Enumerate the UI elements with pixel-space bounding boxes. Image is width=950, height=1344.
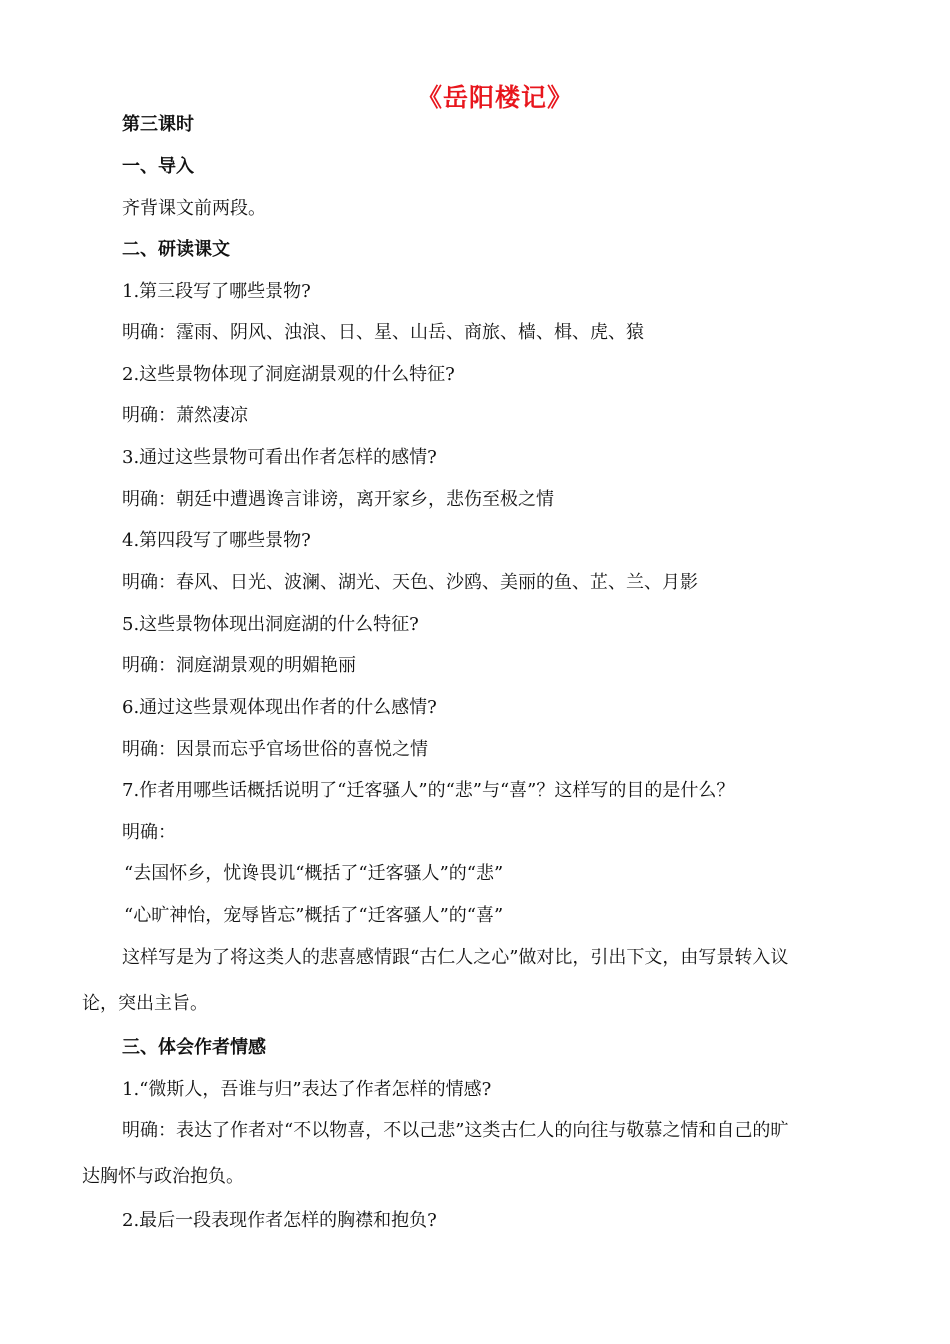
paragraph: 齐背课文前两段。: [122, 198, 266, 219]
section-heading-study: 二、研读课文: [122, 239, 230, 260]
paragraph-line: 这样写是为了将这类人的悲喜感情跟“古仁人之心”做对比，引出下文，由写景转入议: [122, 947, 789, 968]
answer: 明确：洞庭湖景观的明媚艳丽: [122, 655, 356, 676]
paragraph-line: 达胸怀与政治抱负。: [82, 1166, 244, 1187]
answer: 明确：霪雨、阴风、浊浪、日、星、山岳、商旅、樯、楫、虎、猿: [122, 322, 644, 343]
paragraph-line: 论，突出主旨。: [82, 993, 208, 1014]
answer: 明确：萧然凄凉: [122, 405, 248, 426]
question: 3.通过这些景物可看出作者怎样的感情?: [122, 447, 437, 468]
answer: 明确：因景而忘乎官场世俗的喜悦之情: [122, 739, 428, 760]
question: 7.作者用哪些话概括说明了“迁客骚人”的“悲”与“喜”？这样写的目的是什么？: [122, 780, 735, 801]
answer: 明确：朝廷中遭遇谗言诽谤，离开家乡，悲伤至极之情: [122, 489, 554, 510]
section-heading-intro: 一、导入: [122, 156, 194, 177]
answer: 明确：春风、日光、波澜、湖光、天色、沙鸥、美丽的鱼、芷、兰、月影: [122, 572, 698, 593]
quote-line: “去国怀乡，忧谗畏讥“概括了“迁客骚人”的“悲”: [124, 863, 504, 884]
question: 2.最后一段表现作者怎样的胸襟和抱负?: [122, 1210, 437, 1231]
section-heading-emotion: 三、体会作者情感: [122, 1037, 266, 1058]
document-title: 《岳阳楼记》: [416, 83, 573, 112]
question: 6.通过这些景观体现出作者的什么感情?: [122, 697, 437, 718]
question: 5.这些景物体现出洞庭湖的什么特征?: [122, 614, 419, 635]
quote-line: “心旷神怡，宠辱皆忘”概括了“迁客骚人”的“喜”: [124, 905, 504, 926]
question: 1.第三段写了哪些景物?: [122, 281, 311, 302]
answer-label: 明确：: [122, 822, 176, 843]
question: 2.这些景物体现了洞庭湖景观的什么特征?: [122, 364, 455, 385]
lesson-heading: 第三课时: [122, 114, 194, 135]
paragraph-line: 明确：表达了作者对“不以物喜，不以己悲”这类古仁人的向往与敬慕之情和自己的旷: [122, 1120, 789, 1141]
question: 4.第四段写了哪些景物?: [122, 530, 311, 551]
question: 1.“微斯人，吾谁与归”表达了作者怎样的情感?: [122, 1079, 492, 1100]
